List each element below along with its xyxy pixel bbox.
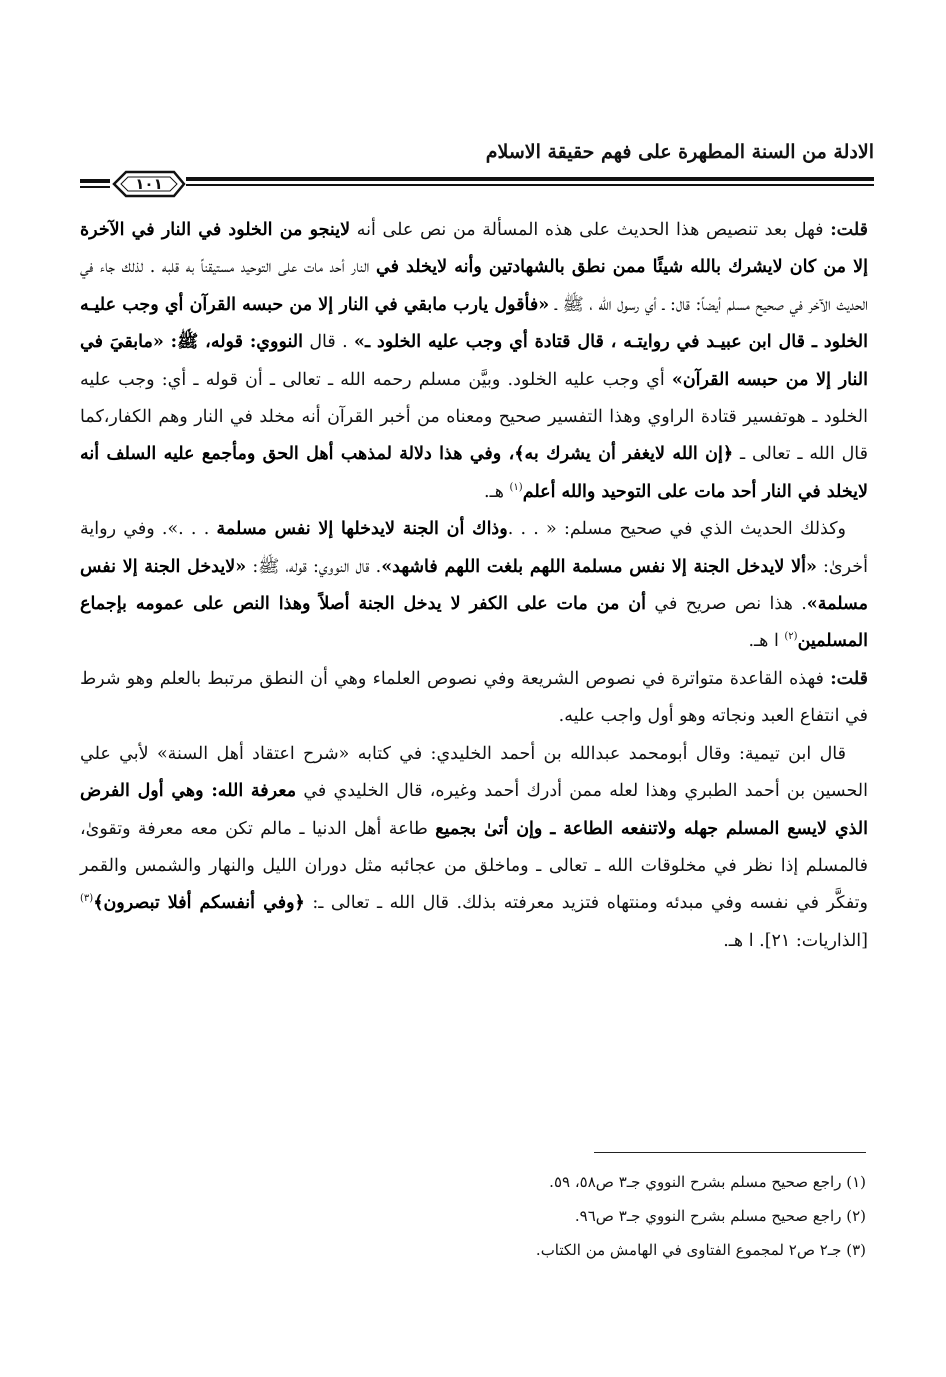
footnote-ref[interactable]: (٢) [784, 631, 798, 643]
text-span: . قال النووي: قوله، ﷺ: [246, 556, 382, 577]
emphasis-span: لاينجو من الخلود في النار في الآخرة إلا من كان لايشرك بالله شيئًا ممن نطق بالشهادتين وأنه لايخلد في [80, 220, 868, 278]
text-span: فهل بعد تنصيص هذا الحديث على هذه المسألة من نص على أنه [350, 220, 831, 240]
main-text [80, 212, 868, 960]
footnote-ref[interactable]: (٣) [80, 893, 94, 905]
text-span: أي وجب عليه الخلود. وبيَّن مسلم رحمه الله ـ تعالى ـ أن قوله ـ أي: وجب عليه الخلود ـ هوتفسير قتادة الراوي وهذا التفسير صحيح ومعناه من أخبر القرآن أنه مخلد في النار وهم الكفار،كما قال الله ـ تعالى ـ [80, 369, 868, 465]
hadith-quote: «فأقول يارب مابقي في النار إلا من حبسه القرآن أي وجب عليـه الخلود ـ قال ابن عبيـد في روايتـه ، قال قتادة أي وجب عليه الخلود ـ» [80, 294, 868, 353]
header-rule-right [186, 177, 874, 181]
footnote-divider [594, 1152, 866, 1153]
qult-label: قلت: [830, 668, 868, 689]
text-span: [الذاريات: ٢١]. ا هـ. [723, 930, 868, 951]
text-span: النار أحد مات على التوحيد مستيقناً به قلبه . لذلك جاء في الحديث الآخر في صحيح مسلم أيضاً: قال: ـ أي رسول الله ، ﷺ ـ [80, 257, 868, 315]
text-span: ا هـ. [748, 631, 785, 652]
header-rule-right-thin [186, 184, 874, 186]
text-span: فهذه القاعدة متواترة في نصوص الشريعة وفي نصوص العلماء وهي أن النطق مرتبط بالعلم وهو شرط في انتفاع العبد ونجاته وهو أول واجب عليه. [80, 668, 868, 727]
running-header-title: الادلة من السنة المطهرة على فهم حقيقة الاسلام [485, 141, 874, 163]
emphasis-span: أن من مات على الكفر لا يدخل الجنة أصلاً وهذا النص على عمومه بإجماع المسلمين [80, 594, 868, 652]
paragraph-3 [80, 661, 868, 736]
header-rule-left-thin [80, 186, 110, 188]
page-number-badge [112, 168, 186, 200]
hadith-quote: وذاك أن الجنة لايدخلها إلا نفس مسلمة [216, 519, 508, 540]
hadith-quote: «ألا لايدخل الجنة إلا نفس مسلمة اللهم بلغت اللهم فاشهد» [381, 556, 817, 577]
emphasis-span: معرفة الله: وهي أول الفرض الذي لايسع المسلم جهله ولاتنفعه الطاعة ـ وإن أتىٰ بجميع [80, 781, 868, 839]
text-span: . قال [302, 332, 355, 353]
text-span: . هذا نص صريح في [646, 594, 807, 615]
footnote-2: (٢) راجع صحيح مسلم بشرح النووي جـ٣ ص٩٦. [574, 1207, 866, 1225]
paragraph-4 [80, 736, 868, 960]
text-span: . . .». وفي رواية أخرىٰ: [80, 519, 868, 577]
qult-label: قلت: [830, 220, 868, 240]
text-span: قال ابن تيمية: وقال أبومحمد عبدالله بن أحمد الخليدي: في كتابه «شرح اعتقاد أهل السنة» لأبي علي الحسين بن أحمد الطبري وهذا لعله ممن أدرك أحمد وغيره، قال الخليدي في [80, 743, 868, 802]
footnote-ref[interactable]: (١) [509, 482, 523, 494]
paragraph-2 [80, 511, 868, 661]
text-span: وكذلك الحديث الذي في صحيح مسلم: « . . . [507, 519, 847, 540]
emphasis-span: النووي: قوله، ﷺ: «مابقيَ في النار إلا من حبسه القرآن» [80, 332, 868, 390]
paragraph-1 [80, 212, 868, 511]
page-number: ١٠١ [135, 175, 163, 193]
quran-quote: ﴿إن الله لايغفر أن يشرك به﴾، وفي هذا دلالة لمذهب أهل الحق ومأجمع عليه السلف أنه لايخلد في النار أحد مات على التوحيد والله أعلم [80, 444, 868, 502]
quran-quote: ﴿وفي أنفسكم أفلا تبصرون﴾ [93, 893, 305, 914]
footnotes [536, 1165, 866, 1267]
header-rule-left [80, 179, 110, 183]
text-span: هـ. [484, 481, 510, 502]
text-span: طاعة أهل الدنيا ـ مالم تكن معه معرفة وتقوىٰ، فالمسلم إذا نظر في مخلوقات الله ـ تعالى ـ وماخلق من عجائبه مثل دوران الليل والنهار والشمس والقمر وتفكَّر في نفسه وفي مبدئه ومنتهاه فتزيد معرفته بذلك. قال الله ـ تعالى ـ: [80, 818, 869, 914]
footnote-1: (١) راجع صحيح مسلم بشرح النووي جـ٣ ص٥٨، ٥٩. [549, 1173, 866, 1191]
footnote-3: (٣) جـ٢ ص٢ لمجموع الفتاوى في الهامش من الكتاب. [535, 1241, 866, 1259]
hadith-quote: «لايدخل الجنة إلا نفس مسلمة» [80, 556, 868, 615]
